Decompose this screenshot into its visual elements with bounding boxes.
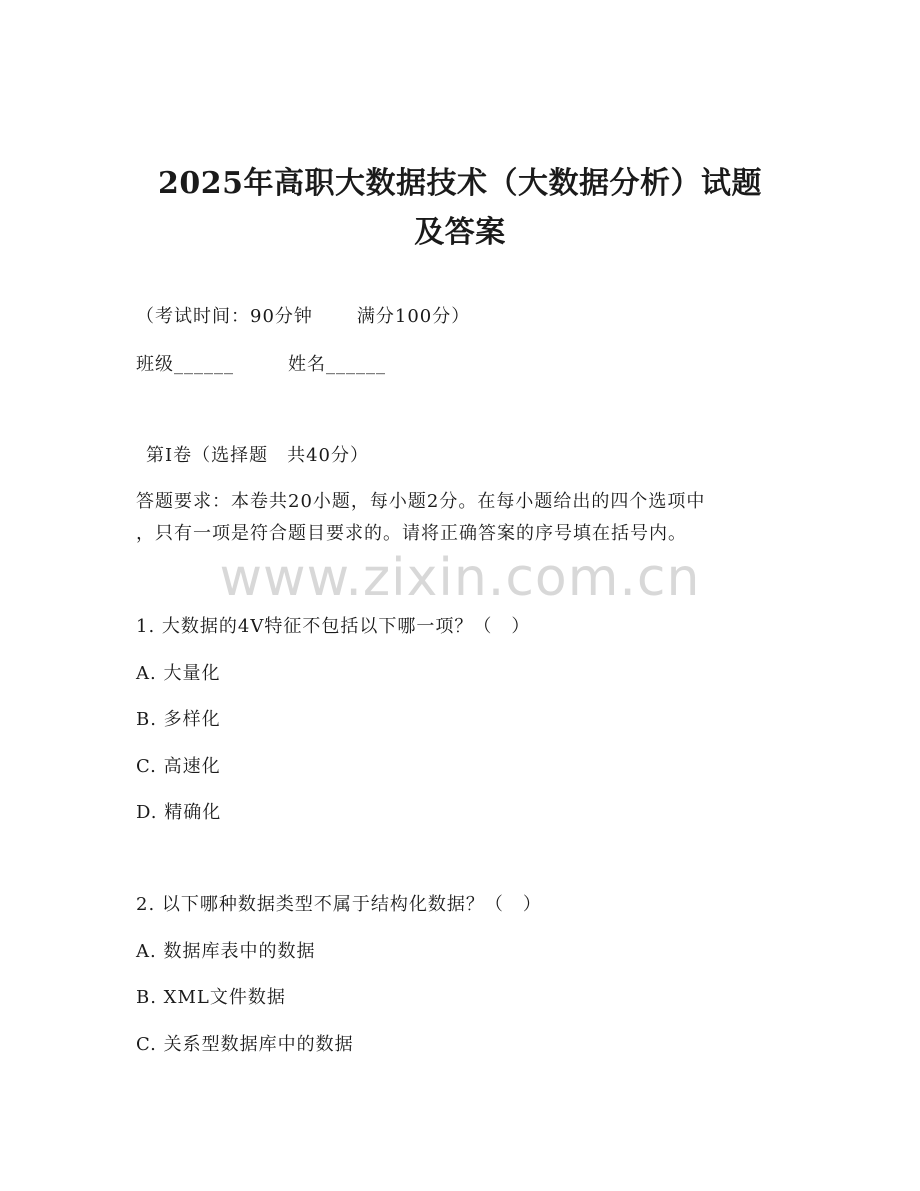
watermark: www.zixin.com.cn: [219, 548, 701, 608]
section-heading: 第I卷（选择题 共40分）: [146, 445, 370, 466]
student-info: [136, 350, 386, 376]
question-1-option-a: A. 大量化: [136, 663, 221, 684]
exam-time: （考试时间：90分钟: [136, 306, 313, 327]
question-2-option-b: B. XML文件数据: [136, 987, 286, 1008]
question-1-option-b: B. 多样化: [136, 709, 221, 730]
document-title-line2: 及答案: [414, 215, 506, 250]
document-title-line1: 2025年高职大数据技术（大数据分析）试题: [158, 166, 762, 201]
exam-score: 满分100分）: [356, 306, 471, 327]
instructions-line2: ，只有一项是符合题目要求的。请将正确答案的序号填在括号内。: [136, 523, 687, 544]
exam-info: [136, 302, 470, 328]
class-field: 班级______: [136, 354, 234, 375]
instructions-line1: 答题要求：本卷共20小题，每小题2分。在每小题给出的四个选项中: [136, 491, 706, 512]
question-1-stem: 1. 大数据的4V特征不包括以下哪一项？（ ）: [136, 616, 531, 637]
name-field: 姓名______: [288, 354, 386, 375]
question-2-option-a: A. 数据库表中的数据: [136, 941, 316, 962]
question-2-option-c: C. 关系型数据库中的数据: [136, 1034, 354, 1055]
question-1-option-d: D. 精确化: [136, 802, 222, 823]
question-1-option-c: C. 高速化: [136, 756, 221, 777]
question-2-stem: 2. 以下哪种数据类型不属于结构化数据？（ ）: [136, 894, 542, 915]
